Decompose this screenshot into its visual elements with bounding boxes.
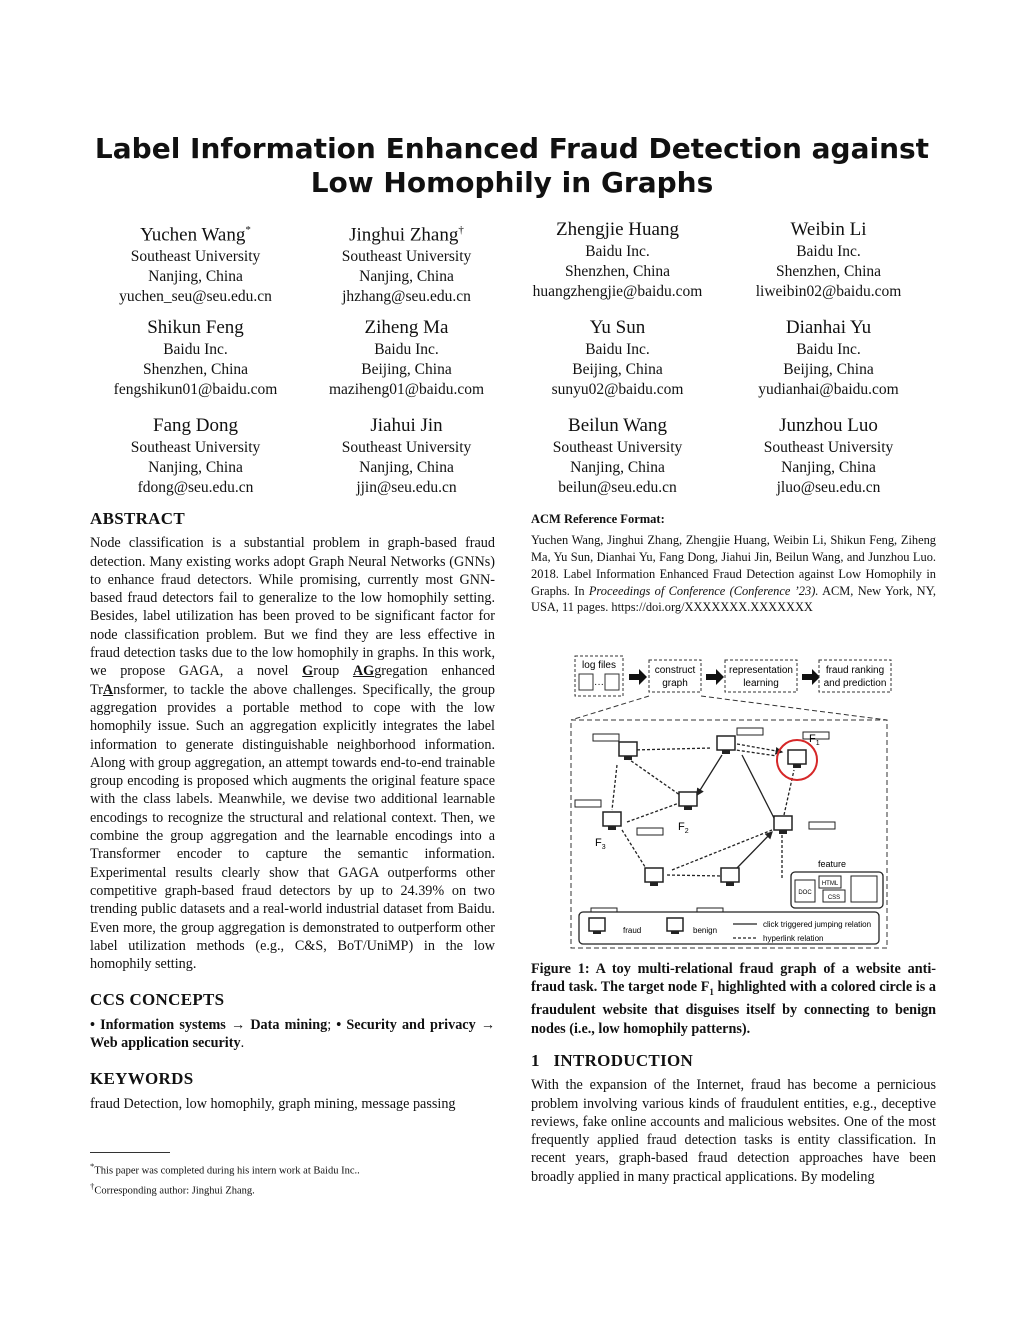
introduction-section (531, 1052, 936, 1186)
author-card (90, 414, 301, 512)
pipeline-arrow-icon (802, 669, 820, 685)
author-location: Nanjing, China (148, 268, 243, 286)
monitor-icon (645, 868, 663, 886)
author-name: Jiahui Jin (370, 415, 443, 436)
author-affiliation: Southeast University (763, 439, 894, 456)
author-card (723, 218, 934, 316)
author-email[interactable]: jjin@seu.edu.cn (356, 479, 457, 496)
svg-text:hyperlink relation: hyperlink relation (763, 934, 824, 943)
svg-text:log files: log files (582, 660, 616, 671)
author-affiliation: Southeast University (130, 248, 261, 266)
author-affiliation: Baidu Inc. (374, 341, 439, 358)
author-location: Shenzhen, China (142, 361, 249, 378)
svg-text:learning: learning (743, 678, 779, 689)
author-email[interactable]: fengshikun01@baidu.com (113, 381, 278, 398)
monitor-icon (721, 868, 739, 886)
footnote-2: †Corresponding author: Jinghui Zhang. (90, 1180, 255, 1196)
author-email[interactable]: yuchen_seu@seu.edu.cn (119, 288, 272, 306)
fraud-icon (589, 918, 605, 934)
pipeline-log-files (575, 656, 623, 696)
svg-text:and prediction: and prediction (823, 678, 887, 689)
benign-icon (667, 918, 683, 934)
legend (579, 912, 879, 944)
author-location: Shenzhen, China (564, 263, 671, 280)
author-location: Nanjing, China (359, 268, 454, 286)
acm-reference-text: Yuchen Wang, Jinghui Zhang, Zhengjie Huang, Weibin Li, Shikun Feng, Ziheng Ma, Yu Sun, Dianhai Yu, Fang Dong, Jiahui Jin, Beilun Wang, and Junzhou Luo. 2018. Label Information Enhanced Fraud Detection against Low Homophily in Graphs. In Proceedings of Conference (Conference ’23). ACM, New York, NY, USA, 11 pages. https://doi.org/XXXXXXX.XXXXXXX (531, 533, 937, 615)
footnote-1: *This paper was completed during his intern work at Baidu Inc.. (90, 1161, 360, 1177)
author-location: Nanjing, China (781, 459, 876, 476)
author-name: Weibin Li (790, 219, 867, 240)
svg-text:graph: graph (662, 678, 688, 689)
monitor-icon (717, 736, 735, 754)
monitor-icon (679, 792, 697, 810)
acm-reference-heading: ACM Reference Format: (531, 512, 665, 526)
author-email[interactable]: fdong@seu.edu.cn (137, 479, 254, 496)
figure-caption: Figure 1: A toy multi-relational fraud graph of a website anti-fraud task. The target node $F_1$ highlighted with a colored circle is a fraudulent website that disguises itself by connecting to benign nodes (i.e., low homophily patterns). (531, 961, 937, 1037)
pipeline-representation-learning (725, 660, 797, 692)
author-card (301, 316, 512, 414)
author-location: Nanjing, China (570, 459, 665, 476)
pipeline-arrow-icon (629, 669, 647, 685)
author-name: Fang Dong (153, 415, 238, 436)
author-location: Nanjing, China (359, 459, 454, 476)
author-card (301, 218, 512, 316)
author-name: Jinghui Zhang (349, 224, 459, 246)
author-affiliation: Baidu Inc. (796, 243, 861, 260)
svg-text:CSS: CSS (827, 895, 841, 901)
figure-1 (557, 650, 913, 950)
author-name: Dianhai Yu (785, 317, 872, 338)
author-affiliation: Baidu Inc. (585, 341, 650, 358)
svg-text:HTML: HTML (821, 881, 839, 887)
author-affiliation: Southeast University (552, 439, 683, 456)
author-affiliation: Baidu Inc. (163, 341, 228, 358)
fraud-graph-diagram (557, 650, 913, 950)
author-block (90, 218, 934, 512)
svg-text:feature: feature (817, 859, 847, 869)
author-email[interactable]: liweibin02@baidu.com (755, 283, 902, 300)
introduction-heading: 1 INTRODUCTION (531, 1051, 694, 1070)
author-location: Nanjing, China (148, 459, 243, 476)
author-name: Yu Sun (589, 317, 646, 338)
author-card (90, 316, 301, 414)
author-location: Shenzhen, China (775, 263, 882, 280)
node-label-f1: $F_1$ (809, 733, 820, 747)
keywords-heading: KEYWORDS (90, 1069, 194, 1089)
author-email[interactable]: jluo@seu.edu.cn (776, 479, 881, 496)
svg-text:fraud ranking: fraud ranking (825, 665, 885, 676)
monitor-icon (774, 816, 792, 834)
author-name: Beilun Wang (568, 415, 667, 436)
ccs-text: • Information systems → Data mining; • Security and privacy → Web application security. (90, 1016, 496, 1052)
monitor-icon (619, 742, 637, 760)
author-card (90, 218, 301, 316)
author-card (723, 414, 934, 512)
author-card (301, 414, 512, 512)
svg-text:fraud: fraud (623, 926, 642, 935)
author-location: Beijing, China (783, 361, 874, 378)
node-label-f2: $F_2$ (678, 821, 689, 835)
introduction-text: With the expansion of the Internet, fraud has become a pernicious problem involving various kinds of fraudulent entities, e.g., deceptive reviews, fake online accounts and malicious websites. One of the most frequently applied fraud detection tasks is entity classification. In recent years, graph-based fraud detection approaches have been broadly applied in many practical applications. By modeling (531, 1077, 936, 1185)
abstract-text: Node classification is a substantial problem in graph-based fraud detection. Many existing works adopt Graph Neural Networks (GNNs) to enhance fraud detectors. While promising, currently most GNN-based fraud detectors fail to generalize to the low homophily setting. Besides, label utilization has been proved to be significant factor for node classification problem. But we find they are less effective in fraud detection tasks due to the low homophily in graphs. In this work, we propose GAGA, a novel Group AGgregation enhanced TrAnsformer, to tackle the above challenges. Specifically, the group aggregation provides a portable method to cope with the low homophily issue. Such an aggregation explicitly integrates the label information to generate distinguishable neighborhood information. Along with group aggregation, an attempt towards end-to-end trainable group encoding is proposed which augments the original feature space with the class labels. Meanwhile, we devise two additional learnable encodings to recognize the structural and relational context. Then, we combine the group aggregation and the learnable encodings into a Transformer encoder to capture the semantic information. Experimental results clearly show that GAGA outperforms other competitive graph-based fraud detectors by up to 24.39% on two trending public datasets and a real-world industrial dataset from Baidu. Even more, the group aggregation is demonstrated to outperform other label utilization methods (e.g., C&S, BoT/UniMP) in the low homophily setting. (90, 535, 495, 973)
author-location: Beijing, China (361, 361, 452, 378)
feature-box (791, 859, 883, 908)
author-email[interactable]: maziheng01@baidu.com (328, 381, 485, 398)
svg-text:benign: benign (693, 926, 718, 935)
right-column (531, 510, 936, 616)
graph-nodes (603, 736, 817, 886)
author-email[interactable]: beilun@seu.edu.cn (558, 479, 677, 496)
author-email[interactable]: sunyu02@baidu.com (551, 381, 684, 398)
author-affiliation: Southeast University (130, 439, 261, 456)
ccs-heading: CCS CONCEPTS (90, 990, 225, 1010)
author-affiliation: Baidu Inc. (585, 243, 650, 260)
monitor-icon (603, 812, 621, 830)
author-location: Beijing, China (572, 361, 663, 378)
left-column (90, 510, 495, 1113)
svg-text:···: ··· (594, 679, 604, 690)
author-email[interactable]: huangzhengjie@baidu.com (532, 283, 703, 300)
author-email[interactable]: yudianhai@baidu.com (758, 381, 899, 398)
author-name: Junzhou Luo (779, 415, 878, 436)
abstract-heading: ABSTRACT (90, 509, 185, 528)
author-name: Ziheng Ma (364, 317, 449, 338)
keywords-text: fraud Detection, low homophily, graph mining, message passing (90, 1095, 456, 1112)
paper-title: Label Information Enhanced Fraud Detection against Low Homophily in Graphs (94, 132, 930, 199)
pipeline-construct-graph (649, 660, 701, 692)
pipeline-fraud-ranking (819, 660, 891, 692)
author-mark: * (245, 224, 251, 236)
author-name: Yuchen Wang (140, 224, 246, 246)
author-card (512, 316, 723, 414)
author-affiliation: Baidu Inc. (796, 341, 861, 358)
target-node-f1 (777, 740, 817, 780)
author-affiliation: Southeast University (341, 439, 472, 456)
author-affiliation: Southeast University (341, 248, 472, 266)
svg-text:construct: construct (654, 665, 696, 676)
author-card (512, 414, 723, 512)
footnote-rule (90, 1152, 170, 1153)
node-label-f3: $F_3$ (595, 837, 606, 851)
author-name: Shikun Feng (147, 317, 244, 338)
author-card (723, 316, 934, 414)
pipeline-arrow-icon (706, 669, 724, 685)
author-card (512, 218, 723, 316)
svg-text:click triggered jumping relati: click triggered jumping relation (763, 920, 872, 929)
author-mark: † (458, 224, 464, 236)
svg-text:representation: representation (729, 665, 793, 676)
footnotes (90, 1152, 495, 1198)
svg-text:DOC: DOC (798, 890, 812, 896)
author-email[interactable]: jhzhang@seu.edu.cn (342, 288, 471, 306)
author-name: Zhengjie Huang (556, 219, 679, 240)
